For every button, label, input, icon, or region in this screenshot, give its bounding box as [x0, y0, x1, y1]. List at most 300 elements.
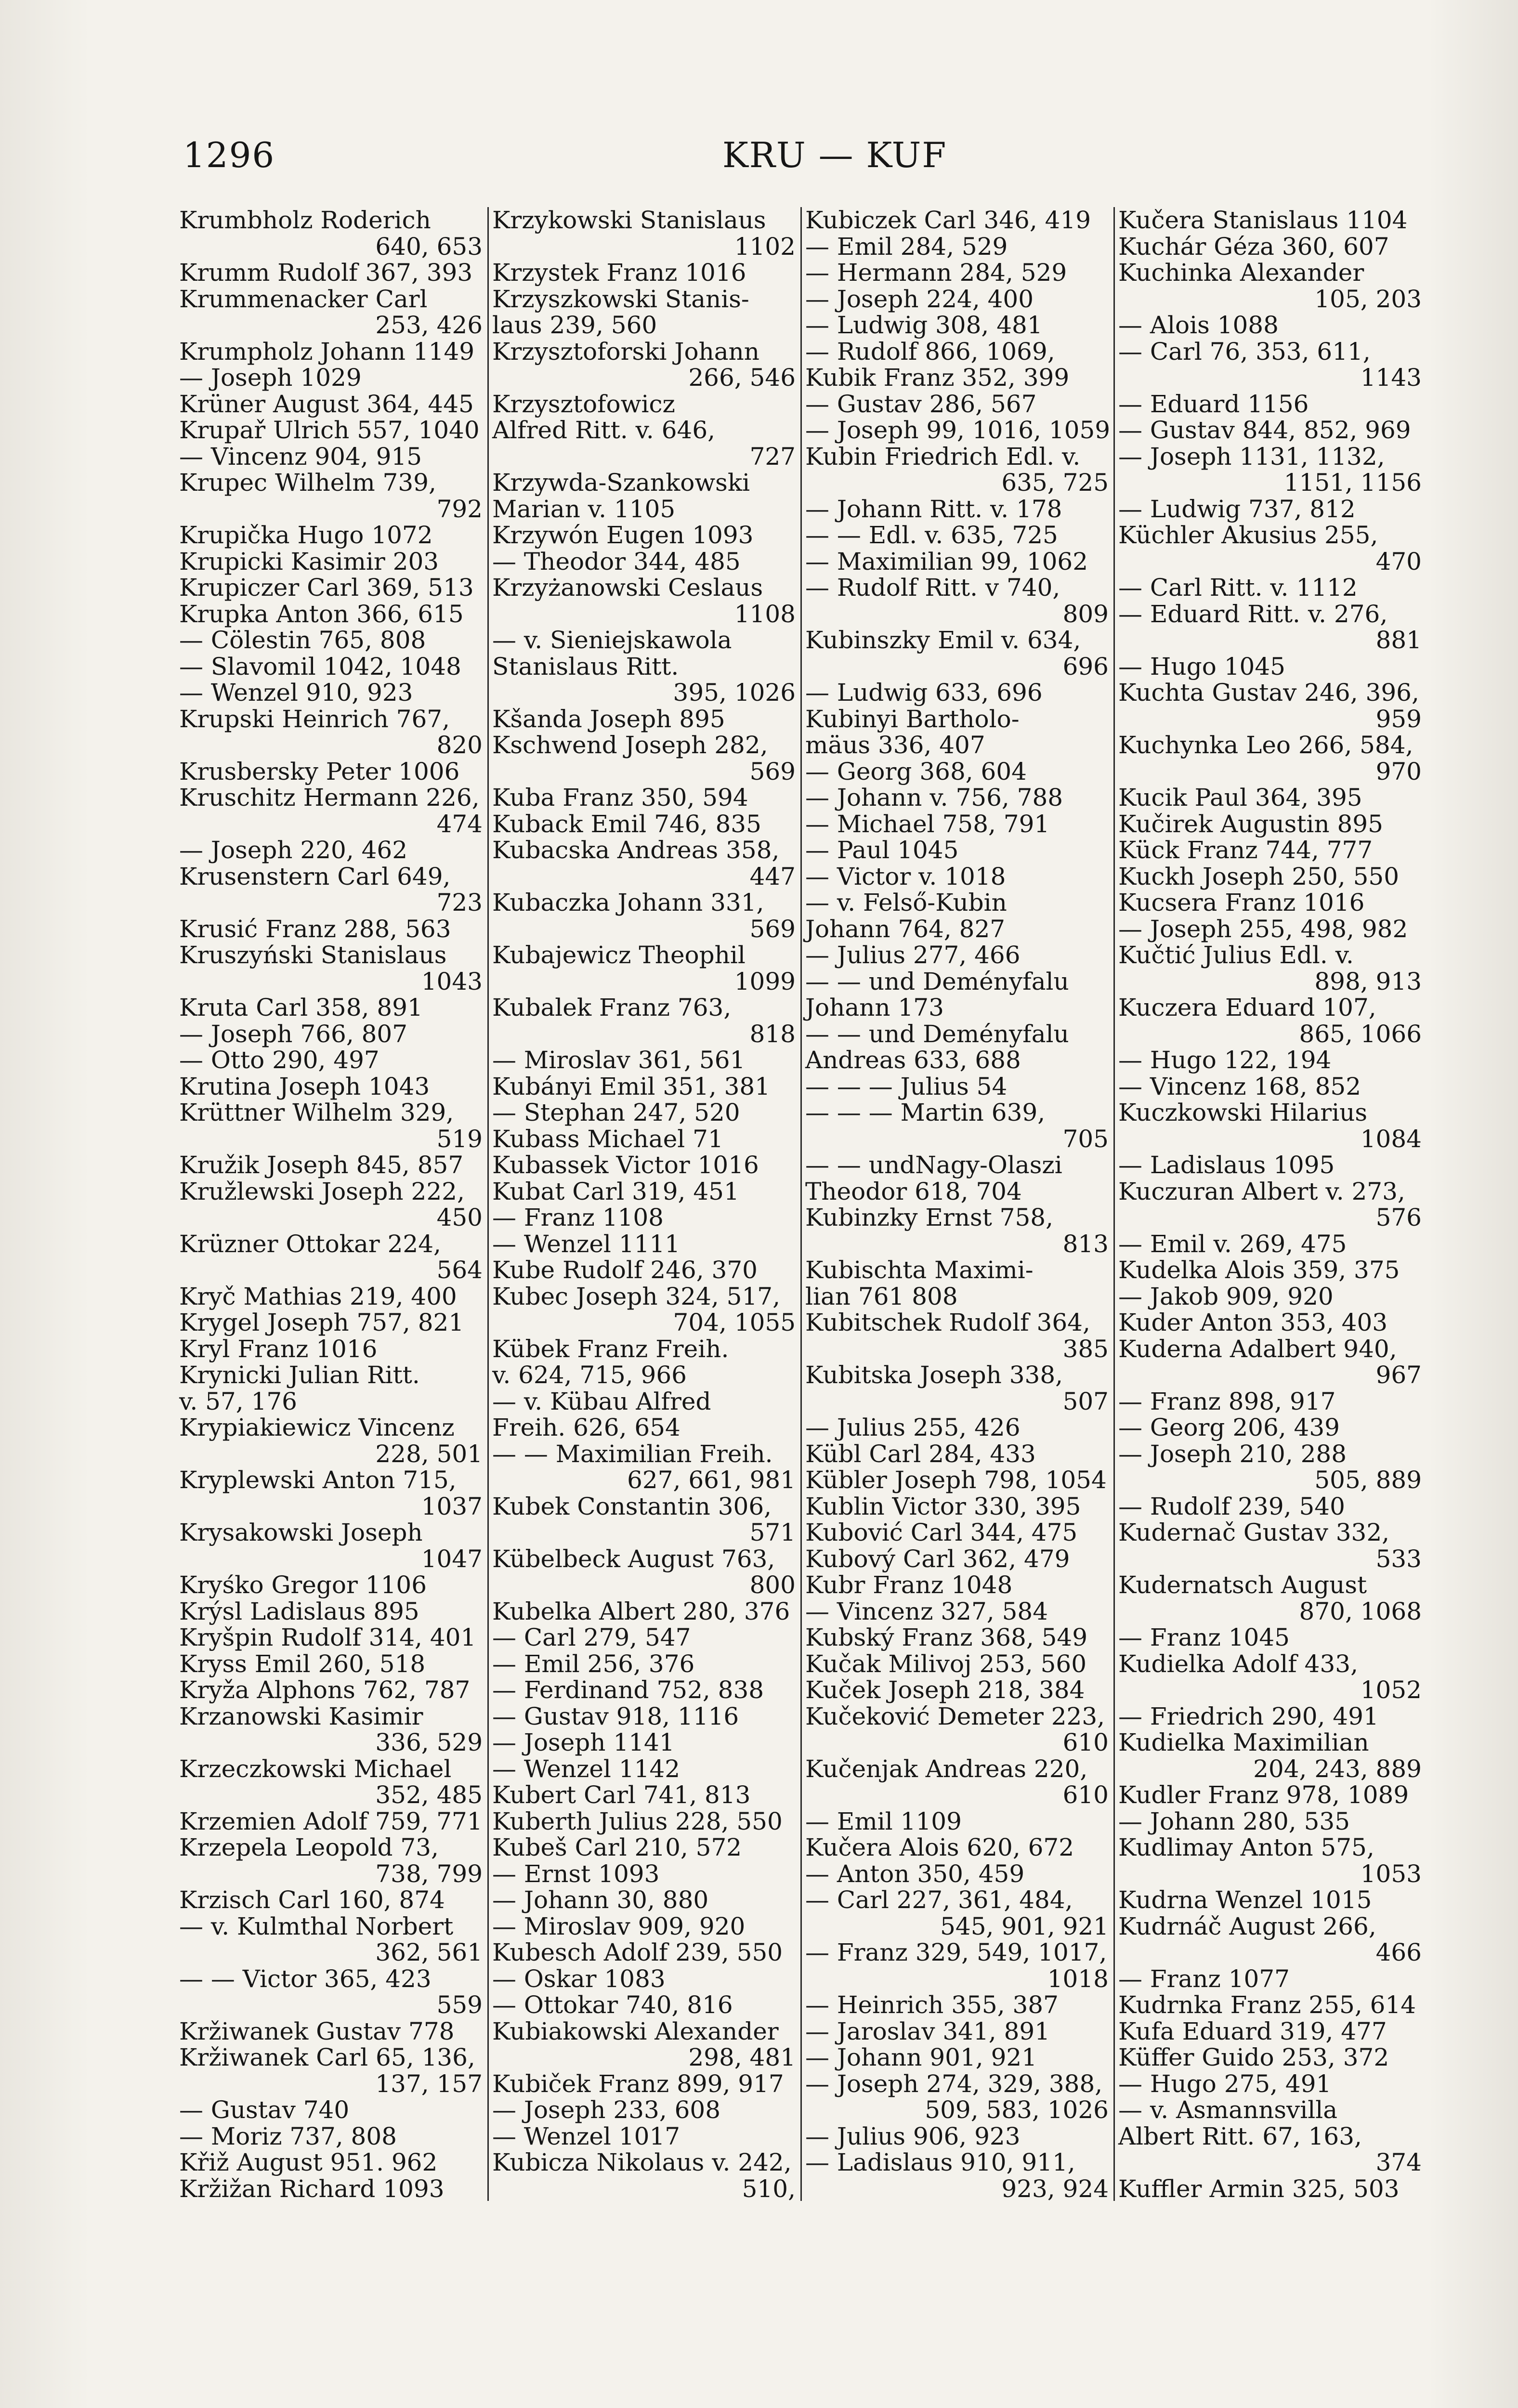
- index-entry-line: — Joseph 255, 498, 982: [1118, 915, 1408, 943]
- index-entry-line: — Vincenz 168, 852: [1118, 1072, 1361, 1100]
- index-entry-line: Kuder Anton 353, 403: [1118, 1309, 1388, 1336]
- page-header: [183, 135, 1146, 188]
- index-entry-line: — Joseph 1141: [492, 1728, 675, 1756]
- index-page-refs: 1151, 1156: [1283, 469, 1422, 497]
- index-page-refs: 959: [1375, 705, 1422, 733]
- index-entry-line: — Hermann 284, 529: [805, 259, 1067, 287]
- index-entry-line: Kržižan Richard 1093: [179, 2174, 445, 2203]
- index-entry-line: Kubiczek Carl 346, 419: [805, 206, 1091, 234]
- index-entry-line: Krupka Anton 366, 615: [179, 600, 464, 628]
- index-entry-line: Kučeković Demeter 223,: [805, 1702, 1105, 1730]
- index-entry-line: Kübl Carl 284, 433: [805, 1440, 1036, 1468]
- index-page-refs: 627, 661, 981: [627, 1466, 796, 1494]
- index-entry-line: Kubeš Carl 210, 572: [492, 1833, 742, 1861]
- index-entry-line: Krzystek Franz 1016: [492, 259, 746, 287]
- index-page-refs: 564: [436, 1256, 483, 1284]
- index-entry-line: — Michael 758, 791: [805, 810, 1050, 838]
- index-page-refs: 610: [1062, 1781, 1109, 1809]
- index-entry-line: Kržiwanek Gustav 778: [179, 2017, 455, 2045]
- index-entry-line: Kubischta Maximi-: [805, 1256, 1034, 1284]
- index-entry-line: Krzywda-Szankowski: [492, 469, 750, 497]
- index-entry-line: Krzykowski Stanislaus: [492, 206, 766, 234]
- index-page-refs: 545, 901, 921: [940, 1912, 1109, 1940]
- index-page-refs: 569: [749, 915, 796, 943]
- index-entry-line: Kubass Michael 71: [492, 1125, 723, 1153]
- index-entry-line: Kuberth Julius 228, 550: [492, 1807, 783, 1835]
- index-entry-line: Krusić Franz 288, 563: [179, 915, 451, 943]
- index-page-refs: 704, 1055: [673, 1309, 796, 1336]
- index-entry-line: — — undNagy-Olaszi: [805, 1151, 1062, 1179]
- index-entry-line: — Johann Ritt. v. 178: [805, 495, 1062, 523]
- index-page-refs: 559: [436, 1991, 483, 2019]
- index-entry-line: — Johann 901, 921: [805, 2043, 1037, 2071]
- index-page-refs: 809: [1062, 600, 1109, 628]
- index-entry-line: Kubinszky Emil v. 634,: [805, 626, 1081, 654]
- index-entry-line: — Vincenz 327, 584: [805, 1597, 1048, 1625]
- index-entry-line: Kudelka Alois 359, 375: [1118, 1256, 1400, 1284]
- index-entry-line: Krygel Joseph 757, 821: [179, 1309, 464, 1336]
- index-entry-line: Krüzner Ottokar 224,: [179, 1230, 441, 1258]
- running-head: KRU — KUF: [722, 135, 947, 175]
- index-entry-line: — Ludwig 737, 812: [1118, 495, 1356, 523]
- index-page-refs: 569: [749, 757, 796, 785]
- index-entry-line: — Jaroslav 341, 891: [805, 2017, 1050, 2045]
- index-entry-line: Kück Franz 744, 777: [1118, 836, 1373, 864]
- index-entry-line: — v. Felső-Kubin: [805, 889, 1007, 916]
- index-entry-line: — Miroslav 909, 920: [492, 1912, 746, 1940]
- index-entry-line: Krýsl Ladislaus 895: [179, 1597, 419, 1625]
- index-entry-line: — Alois 1088: [1118, 311, 1279, 339]
- index-entry-line: Kuffler Armin 325, 503: [1118, 2174, 1400, 2203]
- index-page-refs: 1053: [1360, 1859, 1422, 1888]
- index-entry-line: — Joseph 1029: [179, 364, 362, 392]
- index-entry-line: — Ernst 1093: [492, 1859, 660, 1888]
- index-entry-line: Kschwend Joseph 282,: [492, 731, 768, 759]
- index-entry-line: — Hugo 1045: [1118, 652, 1285, 681]
- index-entry-line: Kudielka Maximilian: [1118, 1728, 1369, 1756]
- index-entry-line: Kubassek Victor 1016: [492, 1151, 759, 1179]
- index-entry-line: Alfred Ritt. v. 646,: [492, 416, 716, 444]
- index-entry-line: — Hugo 275, 491: [1118, 2069, 1332, 2098]
- column-divider: [1113, 207, 1115, 2201]
- index-entry-line: Marian v. 1105: [492, 495, 676, 523]
- index-entry-line: Kubović Carl 344, 475: [805, 1518, 1078, 1546]
- index-entry-line: — Theodor 344, 485: [492, 547, 741, 576]
- index-entry-line: Kryšpin Rudolf 314, 401: [179, 1623, 476, 1651]
- index-entry-line: Kryža Alphons 762, 787: [179, 1676, 471, 1704]
- index-entry-line: Kuczera Eduard 107,: [1118, 994, 1376, 1021]
- index-page-refs: 898, 913: [1314, 967, 1422, 995]
- index-entry-line: — Wenzel 1017: [492, 2122, 680, 2150]
- index-entry-line: Krüttner Wilhelm 329,: [179, 1099, 454, 1126]
- index-page-refs: 204, 243, 889: [1253, 1754, 1422, 1783]
- index-page-refs: 470: [1375, 547, 1422, 576]
- index-entry-line: — Georg 206, 439: [1118, 1413, 1340, 1441]
- index-entry-line: Krupař Ulrich 557, 1040: [179, 416, 480, 444]
- index-page-refs: 1037: [421, 1492, 483, 1520]
- index-page-refs: 635, 725: [1001, 469, 1109, 497]
- index-entry-line: Küchler Akusius 255,: [1118, 521, 1378, 549]
- index-entry-line: — Friedrich 290, 491: [1118, 1702, 1379, 1730]
- index-entry-line: Křiž August 951. 962: [179, 2148, 438, 2176]
- index-entry-line: Krzemien Adolf 759, 771: [179, 1807, 483, 1835]
- index-entry-line: Kubicza Nikolaus v. 242,: [492, 2148, 792, 2176]
- index-page-refs: 533: [1375, 1544, 1422, 1573]
- index-entry-line: Kuback Emil 746, 835: [492, 810, 761, 838]
- index-entry-line: Stanislaus Ritt.: [492, 652, 679, 681]
- index-entry-line: — Jakob 909, 920: [1118, 1282, 1334, 1310]
- index-entry-line: Kudlimay Anton 575,: [1118, 1833, 1374, 1861]
- index-entry-line: Kucik Paul 364, 395: [1118, 784, 1362, 811]
- index-entry-line: Kubitska Joseph 338,: [805, 1361, 1063, 1389]
- index-page-refs: 266, 546: [688, 364, 796, 392]
- index-entry-line: Kruszyński Stanislaus: [179, 941, 447, 969]
- index-column-1: [179, 207, 483, 2202]
- index-entry-line: Kšanda Joseph 895: [492, 705, 725, 733]
- index-entry-line: — Franz 1045: [1118, 1623, 1290, 1651]
- index-entry-line: Kučtić Julius Edl. v.: [1118, 941, 1354, 969]
- index-entry-line: — Franz 1077: [1118, 1964, 1290, 1993]
- index-entry-line: Kubiček Franz 899, 917: [492, 2069, 784, 2098]
- index-entry-line: — Rudolf 239, 540: [1118, 1492, 1345, 1520]
- index-entry-line: Krupička Hugo 1072: [179, 521, 433, 549]
- index-entry-line: Kržiwanek Carl 65, 136,: [179, 2043, 475, 2071]
- index-entry-line: — Johann 280, 535: [1118, 1807, 1350, 1835]
- index-page-refs: 298, 481: [688, 2043, 796, 2071]
- index-entry-line: Kudler Franz 978, 1089: [1118, 1781, 1409, 1809]
- index-page-refs: 640, 653: [375, 232, 483, 261]
- index-entry-line: — Ludwig 633, 696: [805, 679, 1043, 707]
- index-entry-line: — Gustav 918, 1116: [492, 1702, 739, 1730]
- index-entry-line: — Joseph 224, 400: [805, 285, 1034, 313]
- index-entry-line: — Wenzel 1142: [492, 1754, 680, 1783]
- index-entry-line: Kučera Stanislaus 1104: [1118, 206, 1408, 234]
- index-entry-line: Krzywón Eugen 1093: [492, 521, 754, 549]
- index-entry-line: — Ludwig 308, 481: [805, 311, 1043, 339]
- index-page-refs: 519: [436, 1125, 483, 1153]
- index-page-refs: 813: [1062, 1230, 1109, 1258]
- index-entry-line: Kubert Carl 741, 813: [492, 1781, 751, 1809]
- index-entry-line: — Wenzel 1111: [492, 1230, 680, 1258]
- index-entry-line: Kuchynka Leo 266, 584,: [1118, 731, 1413, 759]
- index-entry-line: — Eduard Ritt. v. 276,: [1118, 600, 1388, 628]
- index-entry-line: Kubinyi Bartholo-: [805, 705, 1020, 733]
- index-entry-line: Kuczuran Albert v. 273,: [1118, 1177, 1405, 1205]
- index-entry-line: Kruta Carl 358, 891: [179, 994, 423, 1021]
- index-entry-line: Kuczkowski Hilarius: [1118, 1099, 1367, 1126]
- index-entry-line: — Anton 350, 459: [805, 1859, 1025, 1888]
- index-entry-line: — Gustav 286, 567: [805, 390, 1037, 418]
- index-page-refs: 705: [1062, 1125, 1109, 1153]
- index-entry-line: — Rudolf Ritt. v 740,: [805, 574, 1060, 602]
- index-page-refs: 507: [1062, 1387, 1109, 1415]
- index-entry-line: — Carl 279, 547: [492, 1623, 691, 1651]
- index-entry-line: Kuckh Joseph 250, 550: [1118, 862, 1400, 890]
- index-entry-line: Kubr Franz 1048: [805, 1571, 1013, 1599]
- index-page-refs: 967: [1375, 1361, 1422, 1389]
- index-page-refs: 727: [749, 442, 796, 471]
- index-entry-line: Kubat Carl 319, 451: [492, 1177, 739, 1205]
- index-entry-line: — Gustav 740: [179, 2096, 350, 2124]
- index-entry-line: Krummenacker Carl: [179, 285, 428, 313]
- page-number: 1296: [183, 135, 275, 175]
- index-page-refs: 1018: [1047, 1964, 1109, 1993]
- index-page-refs: 881: [1375, 626, 1422, 654]
- index-entry-line: Krüner August 364, 445: [179, 390, 474, 418]
- index-entry-line: Kučak Milivoj 253, 560: [805, 1649, 1087, 1678]
- index-entry-line: Kuba Franz 350, 594: [492, 784, 748, 811]
- index-entry-line: — Oskar 1083: [492, 1964, 666, 1993]
- index-page-refs: 738, 799: [375, 1859, 483, 1888]
- index-entry-line: — Paul 1045: [805, 836, 959, 864]
- index-entry-line: — v. Sieniejskawola: [492, 626, 732, 654]
- index-entry-line: Kubek Constantin 306,: [492, 1492, 772, 1520]
- index-entry-line: — Cölestin 765, 808: [179, 626, 426, 654]
- index-entry-line: — — Maximilian Freih.: [492, 1440, 773, 1468]
- index-entry-line: — — und Deményfalu: [805, 967, 1069, 995]
- column-divider: [800, 207, 802, 2201]
- index-entry-line: Krzisch Carl 160, 874: [179, 1886, 445, 1914]
- index-entry-line: Krupec Wilhelm 739,: [179, 469, 436, 497]
- index-entry-line: Andreas 633, 688: [805, 1046, 1021, 1074]
- index-entry-line: — Georg 368, 604: [805, 757, 1027, 785]
- index-entry-line: Krutina Joseph 1043: [179, 1072, 430, 1100]
- index-entry-line: Kübler Joseph 798, 1054: [805, 1466, 1107, 1494]
- index-page-refs: 792: [436, 495, 483, 523]
- index-entry-line: — Julius 277, 466: [805, 941, 1021, 969]
- index-entry-line: Kubinzky Ernst 758,: [805, 1204, 1054, 1231]
- index-column-3: [805, 207, 1109, 2202]
- index-page-refs: 696: [1062, 652, 1109, 681]
- index-entry-line: Kubaczka Johann 331,: [492, 889, 764, 916]
- index-entry-line: Theodor 618, 704: [805, 1177, 1022, 1205]
- index-entry-line: Kuderna Adalbert 940,: [1118, 1335, 1397, 1363]
- index-entry-line: — — und Deményfalu: [805, 1020, 1069, 1048]
- index-entry-line: Kuchár Géza 360, 607: [1118, 232, 1389, 261]
- index-entry-line: — Maximilian 99, 1062: [805, 547, 1088, 576]
- index-entry-line: Krupiczer Carl 369, 513: [179, 574, 474, 602]
- index-entry-line: Kružik Joseph 845, 857: [179, 1151, 464, 1179]
- index-entry-line: Kryl Franz 1016: [179, 1335, 378, 1363]
- index-entry-line: — Heinrich 355, 387: [805, 1991, 1059, 2019]
- index-entry-line: Krzeczkowski Michael: [179, 1754, 452, 1783]
- index-entry-line: Krzysztofowicz: [492, 390, 675, 418]
- index-entry-line: — Joseph 274, 329, 388,: [805, 2069, 1103, 2098]
- index-page-refs: 610: [1062, 1728, 1109, 1756]
- index-entry-line: Albert Ritt. 67, 163,: [1118, 2122, 1362, 2150]
- index-entry-line: Kuchinka Alexander: [1118, 259, 1364, 287]
- index-entry-line: Kube Rudolf 246, 370: [492, 1256, 758, 1284]
- index-entry-line: — v. Kulmthal Norbert: [179, 1912, 454, 1940]
- index-entry-line: — Vincenz 904, 915: [179, 442, 422, 471]
- index-entry-line: Kryss Emil 260, 518: [179, 1649, 426, 1678]
- index-entry-line: — Gustav 844, 852, 969: [1118, 416, 1411, 444]
- index-entry-line: Kubiakowski Alexander: [492, 2017, 779, 2045]
- index-entry-line: — Emil 1109: [805, 1807, 962, 1835]
- index-entry-line: Kübek Franz Freih.: [492, 1335, 729, 1363]
- index-entry-line: Kučenjak Andreas 220,: [805, 1754, 1088, 1783]
- index-page-refs: 923, 924: [1001, 2174, 1109, 2203]
- index-page-refs: 228, 501: [375, 1440, 483, 1468]
- index-page-refs: 571: [749, 1518, 796, 1546]
- index-entry-line: Kubový Carl 362, 479: [805, 1544, 1070, 1573]
- index-entry-line: — — Victor 365, 423: [179, 1964, 432, 1993]
- index-page-refs: 1047: [421, 1544, 483, 1573]
- index-entry-line: — Ottokar 740, 816: [492, 1991, 733, 2019]
- index-entry-line: Krzyżanowski Ceslaus: [492, 574, 763, 602]
- index-page-refs: 509, 583, 1026: [925, 2096, 1109, 2124]
- index-entry-line: — Rudolf 866, 1069,: [805, 337, 1055, 366]
- index-entry-line: Kubelka Albert 280, 376: [492, 1597, 790, 1625]
- index-entry-line: Kudrna Wenzel 1015: [1118, 1886, 1372, 1914]
- index-entry-line: — Ladislaus 910, 911,: [805, 2148, 1075, 2176]
- index-entry-line: Kryplewski Anton 715,: [179, 1466, 457, 1494]
- index-entry-line: — Ferdinand 752, 838: [492, 1676, 764, 1704]
- index-entry-line: Krzanowski Kasimir: [179, 1702, 423, 1730]
- index-page-refs: 1084: [1360, 1125, 1422, 1153]
- index-entry-line: Kübelbeck August 763,: [492, 1544, 775, 1573]
- index-entry-line: Kubský Franz 368, 549: [805, 1623, 1088, 1651]
- index-entry-line: — Otto 290, 497: [179, 1046, 380, 1074]
- index-entry-line: Freih. 626, 654: [492, 1413, 680, 1441]
- index-entry-line: — Eduard 1156: [1118, 390, 1309, 418]
- index-page-refs: 447: [749, 862, 796, 890]
- index-entry-line: Kubec Joseph 324, 517,: [492, 1282, 780, 1310]
- index-page-refs: 723: [436, 889, 483, 916]
- index-page-refs: 818: [749, 1020, 796, 1048]
- index-entry-line: Kubin Friedrich Edl. v.: [805, 442, 1081, 471]
- index-entry-line: — Julius 906, 923: [805, 2122, 1021, 2150]
- index-column-2: [492, 207, 796, 2202]
- index-entry-line: Kudernatsch August: [1118, 1571, 1367, 1599]
- index-entry-line: Kryč Mathias 219, 400: [179, 1282, 457, 1310]
- index-entry-line: Krupicki Kasimir 203: [179, 547, 439, 576]
- index-entry-line: Johann 764, 827: [805, 915, 1006, 943]
- index-entry-line: Kubik Franz 352, 399: [805, 364, 1070, 392]
- index-entry-line: — Joseph 766, 807: [179, 1020, 408, 1048]
- index-entry-line: laus 239, 560: [492, 311, 657, 339]
- index-entry-line: Johann 173: [805, 994, 944, 1021]
- index-page-refs: 137, 157: [375, 2069, 483, 2098]
- index-entry-line: Kudrnka Franz 255, 614: [1118, 1991, 1416, 2019]
- index-entry-line: — v. Kübau Alfred: [492, 1387, 711, 1415]
- index-entry-line: Kublin Victor 330, 395: [805, 1492, 1081, 1520]
- index-page-refs: 576: [1375, 1204, 1422, 1231]
- index-entry-line: Krumbholz Roderich: [179, 206, 431, 234]
- index-page-refs: 374: [1375, 2148, 1422, 2176]
- index-entry-line: Kubányi Emil 351, 381: [492, 1072, 771, 1100]
- index-entry-line: — Slavomil 1042, 1048: [179, 652, 461, 681]
- index-page-refs: 352, 485: [375, 1781, 483, 1809]
- index-page-refs: 820: [436, 731, 483, 759]
- column-divider: [487, 207, 489, 2201]
- index-entry-line: — Wenzel 910, 923: [179, 679, 413, 707]
- index-entry-line: — Emil v. 269, 475: [1118, 1230, 1347, 1258]
- index-entry-line: Kuchta Gustav 246, 396,: [1118, 679, 1419, 707]
- index-entry-line: — Carl 227, 361, 484,: [805, 1886, 1073, 1914]
- index-entry-line: — Joseph 99, 1016, 1059: [805, 416, 1111, 444]
- index-entry-line: — — — Julius 54: [805, 1072, 1008, 1100]
- index-entry-line: — Joseph 1131, 1132,: [1118, 442, 1385, 471]
- index-entry-line: Kuček Joseph 218, 384: [805, 1676, 1085, 1704]
- index-entry-line: — Carl Ritt. v. 1112: [1118, 574, 1358, 602]
- index-page-refs: 1102: [734, 232, 796, 261]
- index-entry-line: — Franz 329, 549, 1017,: [805, 1938, 1107, 1966]
- index-page-refs: 395, 1026: [673, 679, 796, 707]
- index-entry-line: — Julius 255, 426: [805, 1413, 1021, 1441]
- index-entry-line: v. 57, 176: [179, 1387, 297, 1415]
- index-entry-line: Kubajewicz Theophil: [492, 941, 746, 969]
- index-entry-line: Krypiakiewicz Vincenz: [179, 1413, 455, 1441]
- index-entry-line: — Ladislaus 1095: [1118, 1151, 1335, 1179]
- index-page-refs: 865, 1066: [1299, 1020, 1422, 1048]
- index-entry-line: Krumpholz Johann 1149: [179, 337, 475, 366]
- index-entry-line: — Carl 76, 353, 611,: [1118, 337, 1371, 366]
- index-entry-line: Kudrnáč August 266,: [1118, 1912, 1376, 1940]
- index-entry-line: lian 761 808: [805, 1282, 958, 1310]
- index-entry-line: Kucsera Franz 1016: [1118, 889, 1365, 916]
- index-entry-line: — Johann v. 756, 788: [805, 784, 1063, 811]
- index-entry-line: Kučera Alois 620, 672: [805, 1833, 1074, 1861]
- index-page-refs: 1099: [734, 967, 796, 995]
- index-page-refs: 510,: [742, 2174, 796, 2203]
- index-page-refs: 870, 1068: [1299, 1597, 1422, 1625]
- index-entry-line: Küffer Guido 253, 372: [1118, 2043, 1389, 2071]
- index-entry-line: Kružlewski Joseph 222,: [179, 1177, 465, 1205]
- index-page-refs: 336, 529: [375, 1728, 483, 1756]
- index-entry-line: Kubitschek Rudolf 364,: [805, 1309, 1090, 1336]
- index-entry-line: Krzysztoforski Johann: [492, 337, 759, 366]
- index-entry-line: — Stephan 247, 520: [492, 1099, 740, 1126]
- index-entry-line: Kruschitz Hermann 226,: [179, 784, 480, 811]
- index-entry-line: — Hugo 122, 194: [1118, 1046, 1332, 1074]
- index-entry-line: Krzepela Leopold 73,: [179, 1833, 439, 1861]
- index-page-refs: 1043: [421, 967, 483, 995]
- index-page-refs: 1052: [1360, 1676, 1422, 1704]
- index-page-refs: 450: [436, 1204, 483, 1231]
- index-entry-line: Krysakowski Joseph: [179, 1518, 423, 1546]
- index-entry-line: v. 624, 715, 966: [492, 1361, 687, 1389]
- index-page-refs: 466: [1375, 1938, 1422, 1966]
- index-page-refs: 362, 561: [375, 1938, 483, 1966]
- index-entry-line: Krumm Rudolf 367, 393: [179, 259, 473, 287]
- index-entry-line: Kubalek Franz 763,: [492, 994, 732, 1021]
- index-page-refs: 474: [436, 810, 483, 838]
- index-entry-line: — Franz 1108: [492, 1204, 664, 1231]
- index-entry-line: Krynicki Julian Ritt.: [179, 1361, 420, 1389]
- index-entry-line: Kufa Eduard 319, 477: [1118, 2017, 1387, 2045]
- index-page-refs: 505, 889: [1314, 1466, 1422, 1494]
- index-entry-line: Krusenstern Carl 649,: [179, 862, 451, 890]
- index-entry-line: — Moriz 737, 808: [179, 2122, 397, 2150]
- index-page-refs: 1108: [734, 600, 796, 628]
- index-entry-line: mäus 336, 407: [805, 731, 985, 759]
- index-entry-line: — v. Asmannsvilla: [1118, 2096, 1338, 2124]
- index-column-4: [1118, 207, 1422, 2202]
- index-entry-line: — — Edl. v. 635, 725: [805, 521, 1058, 549]
- index-entry-line: Kučirek Augustin 895: [1118, 810, 1383, 838]
- index-entry-line: — — — Martin 639,: [805, 1099, 1046, 1126]
- index-entry-line: — Franz 898, 917: [1118, 1387, 1336, 1415]
- index-entry-line: — Emil 256, 376: [492, 1649, 695, 1678]
- index-page-refs: 253, 426: [375, 311, 483, 339]
- index-page-refs: 1143: [1360, 364, 1422, 392]
- index-entry-line: — Emil 284, 529: [805, 232, 1008, 261]
- index-entry-line: — Victor v. 1018: [805, 862, 1006, 890]
- index-page-refs: 105, 203: [1314, 285, 1422, 313]
- index-entry-line: Kryśko Gregor 1106: [179, 1571, 427, 1599]
- index-entry-line: — Miroslav 361, 561: [492, 1046, 746, 1074]
